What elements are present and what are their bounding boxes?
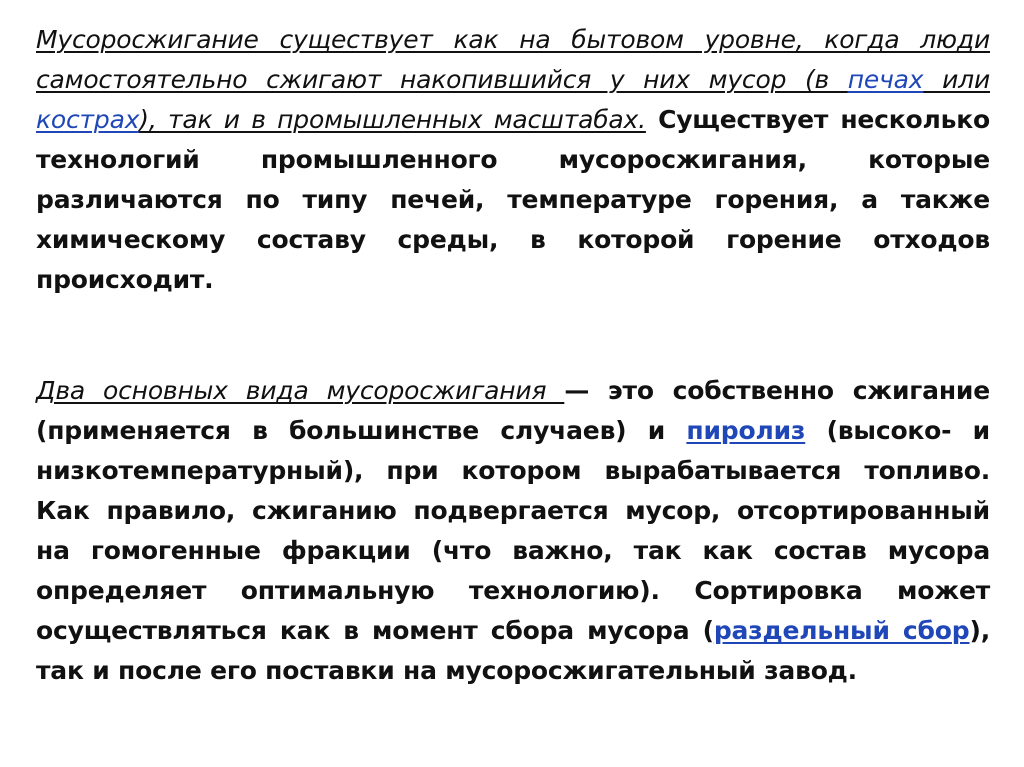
- types-text: — это собственно сжигание (применяется в большинстве случаев) и: [36, 376, 990, 445]
- link-separate-collection[interactable]: раздельный сбор: [713, 616, 970, 645]
- link-pyrolysis[interactable]: пиролиз: [686, 416, 806, 445]
- closing-text: ), так и после его поставки на мусоросжигательный завод.: [36, 616, 990, 685]
- italic-types-heading: Два основных вида мусоросжигания: [36, 376, 565, 405]
- paragraph-incineration-overview: [36, 20, 990, 300]
- italic-intro-text: Мусоросжигание существует как на бытовом уровне, когда люди самостоятельно сжигают накопившийся у них мусор (в печах или кострах), так и в промышленных масштабах.: [36, 25, 990, 134]
- sorting-text: (высоко- и низкотемпературный), при котором вырабатывается топливо. Как правило, сжиганию подвергается мусор, отсортированный на гомогенные фракции (что важно, так как состав мусора определяет оптимальную технологию). Сортировка может осуществляться как в момент сбора мусора (: [36, 416, 990, 645]
- link-stoves[interactable]: печах: [847, 65, 924, 94]
- link-bonfires[interactable]: кострах: [36, 105, 140, 134]
- technologies-text: Существует несколько технологий промышленного мусоросжигания, которые различаются по типу печей, температуре горения, а также химическому составу среды, в которой горение отходов происходит.: [36, 105, 990, 294]
- paragraph-incineration-types: [36, 371, 990, 691]
